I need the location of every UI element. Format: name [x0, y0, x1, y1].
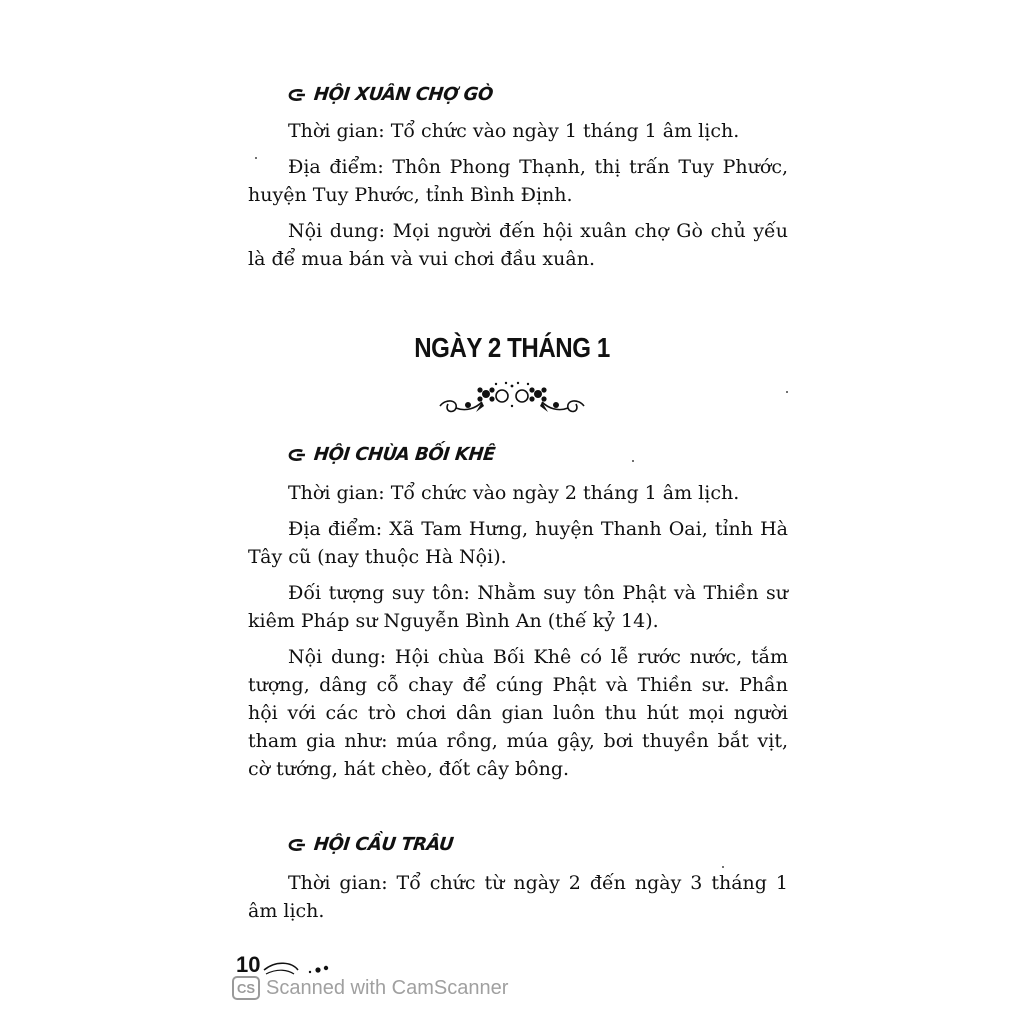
page-number: 10	[236, 952, 261, 977]
paragraph-time: Thời gian: Tổ chức vào ngày 1 tháng 1 âm lịch.	[288, 120, 740, 142]
curved-arrow-icon	[287, 838, 306, 852]
section-hoi-xuan-cho-go	[248, 84, 788, 281]
curved-arrow-icon	[287, 88, 306, 102]
paragraph-location: Địa điểm: Xã Tam Hưng, huyện Thanh Oai, tỉnh Hà Tây cũ (nay thuộc Hà Nội).	[248, 518, 788, 568]
scan-speck	[255, 157, 257, 159]
camscanner-logo: CS	[232, 976, 260, 1000]
curved-arrow-icon	[287, 448, 306, 462]
paragraph-content: Nội dung: Hội chùa Bối Khê có lễ rước nước, tắm tượng, dâng cỗ chay để cúng Phật và Thiền sư. Phần hội với các trò chơi dân gian luôn thu hút mọi người tham gia như: múa rồng, múa gậy, bơi thuyền bắt vịt, cờ tướng, hát chèo, đốt cây bông.	[248, 646, 788, 780]
floral-ornament-icon	[436, 378, 588, 416]
section-heading-text: HỘI CẦU TRÂU	[312, 834, 455, 855]
scan-speck	[786, 391, 788, 393]
watermark-text: Scanned with CamScanner	[266, 976, 509, 999]
paragraph-time: Thời gian: Tổ chức từ ngày 2 đến ngày 3 tháng 1 âm lịch.	[248, 872, 788, 922]
camscanner-watermark	[232, 976, 508, 1000]
scan-speck	[632, 460, 634, 462]
section-hoi-cau-trau	[248, 834, 788, 933]
chapter-title: NGÀY 2 THÁNG 1	[414, 332, 610, 363]
paragraph-time: Thời gian: Tổ chức vào ngày 2 tháng 1 âm lịch.	[288, 482, 740, 504]
section-heading-text: HỘI CHÙA BỐI KHÊ	[312, 444, 497, 465]
section-hoi-chua-boi-khe	[248, 444, 788, 791]
scan-speck	[722, 866, 724, 868]
section-heading-text: HỘI XUÂN CHỢ GÒ	[312, 84, 494, 105]
section-heading	[287, 444, 789, 465]
section-heading	[287, 84, 789, 105]
paragraph-worship: Đối tượng suy tôn: Nhằm suy tôn Phật và Thiền sư kiêm Pháp sư Nguyễn Bình An (thế kỷ 14).	[248, 582, 788, 632]
paragraph-content: Nội dung: Mọi người đến hội xuân chợ Gò chủ yếu là để mua bán và vui chơi đầu xuân.	[248, 220, 788, 270]
section-heading	[287, 834, 789, 855]
paragraph-location: Địa điểm: Thôn Phong Thạnh, thị trấn Tuy Phước, huyện Tuy Phước, tỉnh Bình Định.	[248, 156, 788, 206]
